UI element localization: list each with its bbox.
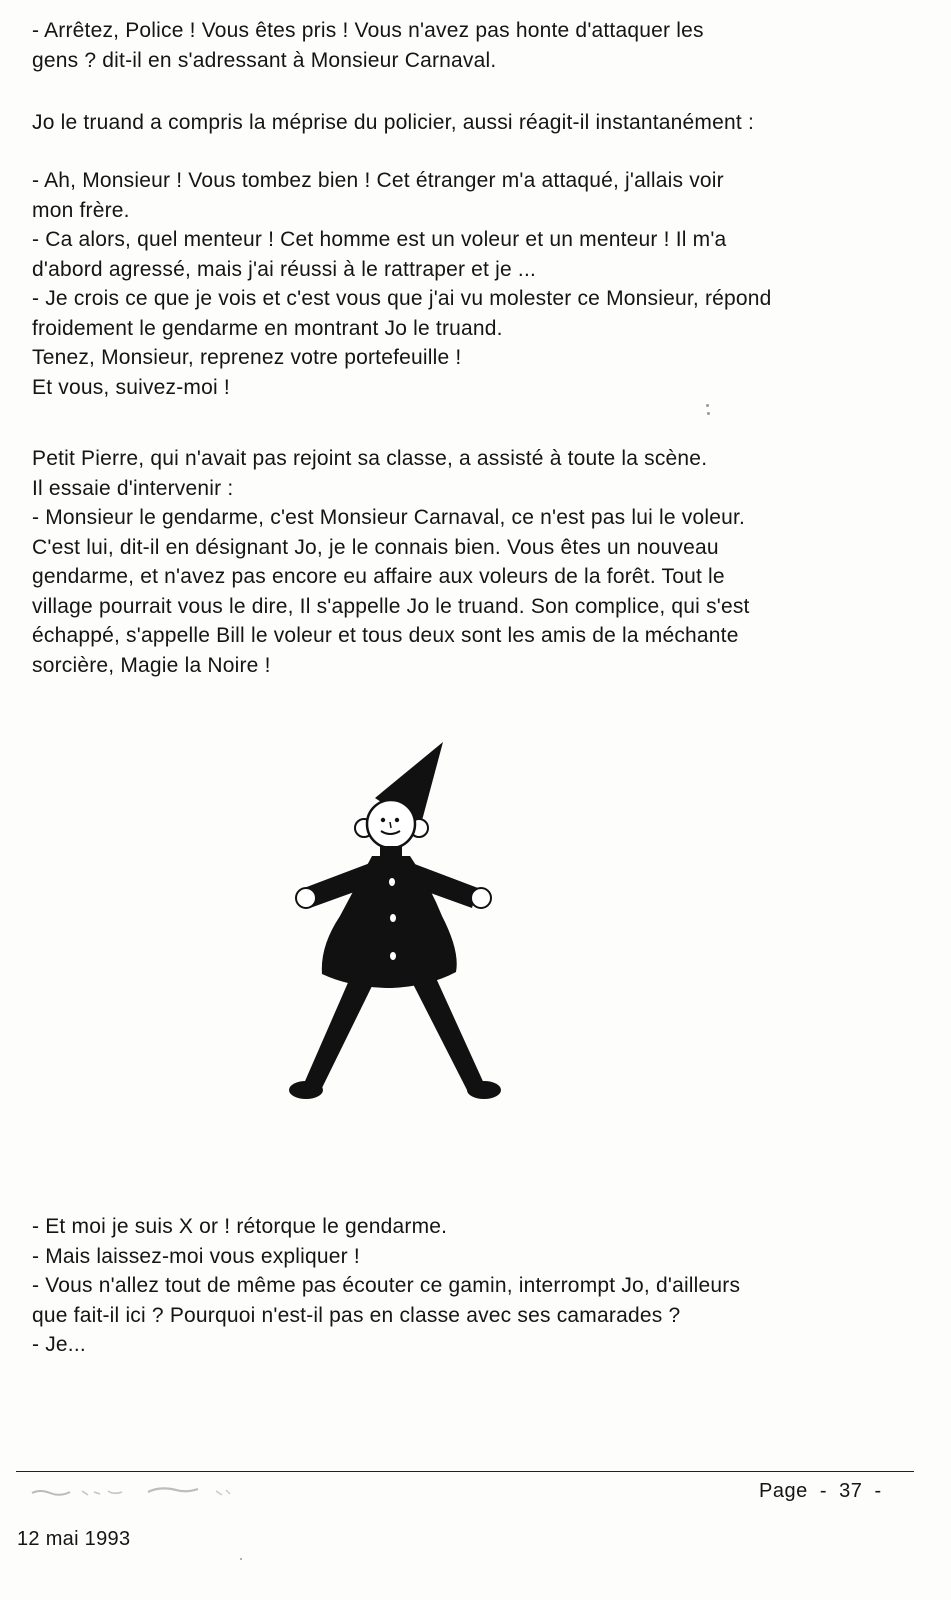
text-line: - Vous n'allez tout de même pas écouter ce gamin, interrompt Jo, d'ailleurs: [32, 1274, 741, 1297]
page-number: Page - 37 -: [759, 1480, 882, 1502]
pointy-hat-figure-illustration: [280, 736, 510, 1116]
text-line: - Je...: [32, 1333, 86, 1356]
nose-icon: [390, 822, 391, 828]
right-leg-icon: [412, 978, 486, 1092]
text-line: d'abord agressé, mais j'ai réussi à le rattraper et je ...: [32, 257, 537, 281]
text-line: - Et moi je suis X or ! rétorque le gendarme.: [32, 1215, 448, 1238]
text-line: C'est lui, dit-il en désignant Jo, je le connais bien. Vous êtes un nouveau: [32, 535, 719, 559]
left-leg-icon: [302, 978, 374, 1092]
coat-button-icon: [389, 878, 395, 886]
text-line: gens ? dit-il en s'adressant à Monsieur Carnaval.: [32, 48, 497, 72]
scan-speck: [707, 412, 710, 415]
scan-speck: [706, 404, 709, 407]
text-line: - Arrêtez, Police ! Vous êtes pris ! Vous n'avez pas honte d'attaquer les: [32, 19, 704, 42]
document-date: 12 mai 1993: [17, 1528, 131, 1550]
footer-divider: [16, 1471, 914, 1472]
paragraph-police-arrest: [32, 16, 922, 75]
text-line: village pourrait vous le dire, Il s'appelle Jo le truand. Son complice, qui s'est: [32, 594, 750, 618]
eye-icon: [381, 818, 385, 822]
text-line: mon frère.: [32, 198, 130, 222]
left-foot-icon: [289, 1081, 323, 1099]
right-foot-icon: [467, 1081, 501, 1099]
text-line: Tenez, Monsieur, reprenez votre portefeuille !: [32, 346, 462, 369]
paragraph-closing-dialogue: [32, 1212, 922, 1360]
paragraph-dialogue: [32, 166, 922, 402]
coat-button-icon: [390, 952, 396, 960]
text-line: Il essaie d'intervenir :: [32, 476, 234, 500]
text-line: - Ca alors, quel menteur ! Cet homme est un voleur et un menteur ! Il m'a: [32, 228, 727, 251]
text-line: sorcière, Magie la Noire !: [32, 653, 271, 677]
text-line: - Ah, Monsieur ! Vous tombez bien ! Cet étranger m'a attaqué, j'allais voir: [32, 169, 724, 192]
text-line: - Monsieur le gendarme, c'est Monsieur Carnaval, ce n'est pas lui le voleur.: [32, 506, 746, 529]
eye-icon: [395, 818, 399, 822]
text-line: - Mais laissez-moi vous expliquer !: [32, 1244, 360, 1268]
paragraph-jo-reaction: [32, 108, 922, 138]
text-line: Et vous, suivez-moi !: [32, 375, 230, 399]
footer-faded-stamp: [30, 1483, 240, 1499]
right-hand-icon: [471, 888, 491, 908]
paragraph-petit-pierre: [32, 444, 922, 680]
text-line: que fait-il ici ? Pourquoi n'est-il pas en classe avec ses camarades ?: [32, 1303, 681, 1327]
text-line: - Je crois ce que je vois et c'est vous que j'ai vu molester ce Monsieur, répond: [32, 287, 772, 310]
text-line: Petit Pierre, qui n'avait pas rejoint sa classe, a assisté à toute la scène.: [32, 447, 708, 470]
coat-button-icon: [390, 914, 396, 922]
left-hand-icon: [296, 888, 316, 908]
text-line: échappé, s'appelle Bill le voleur et tous deux sont les amis de la méchante: [32, 624, 739, 647]
text-line: Jo le truand a compris la méprise du policier, aussi réagit-il instantanément :: [32, 111, 754, 134]
scan-speck: [240, 1558, 242, 1560]
text-line: froidement le gendarme en montrant Jo le truand.: [32, 316, 503, 340]
text-line: gendarme, et n'avez pas encore eu affaire aux voleurs de la forêt. Tout le: [32, 565, 725, 588]
